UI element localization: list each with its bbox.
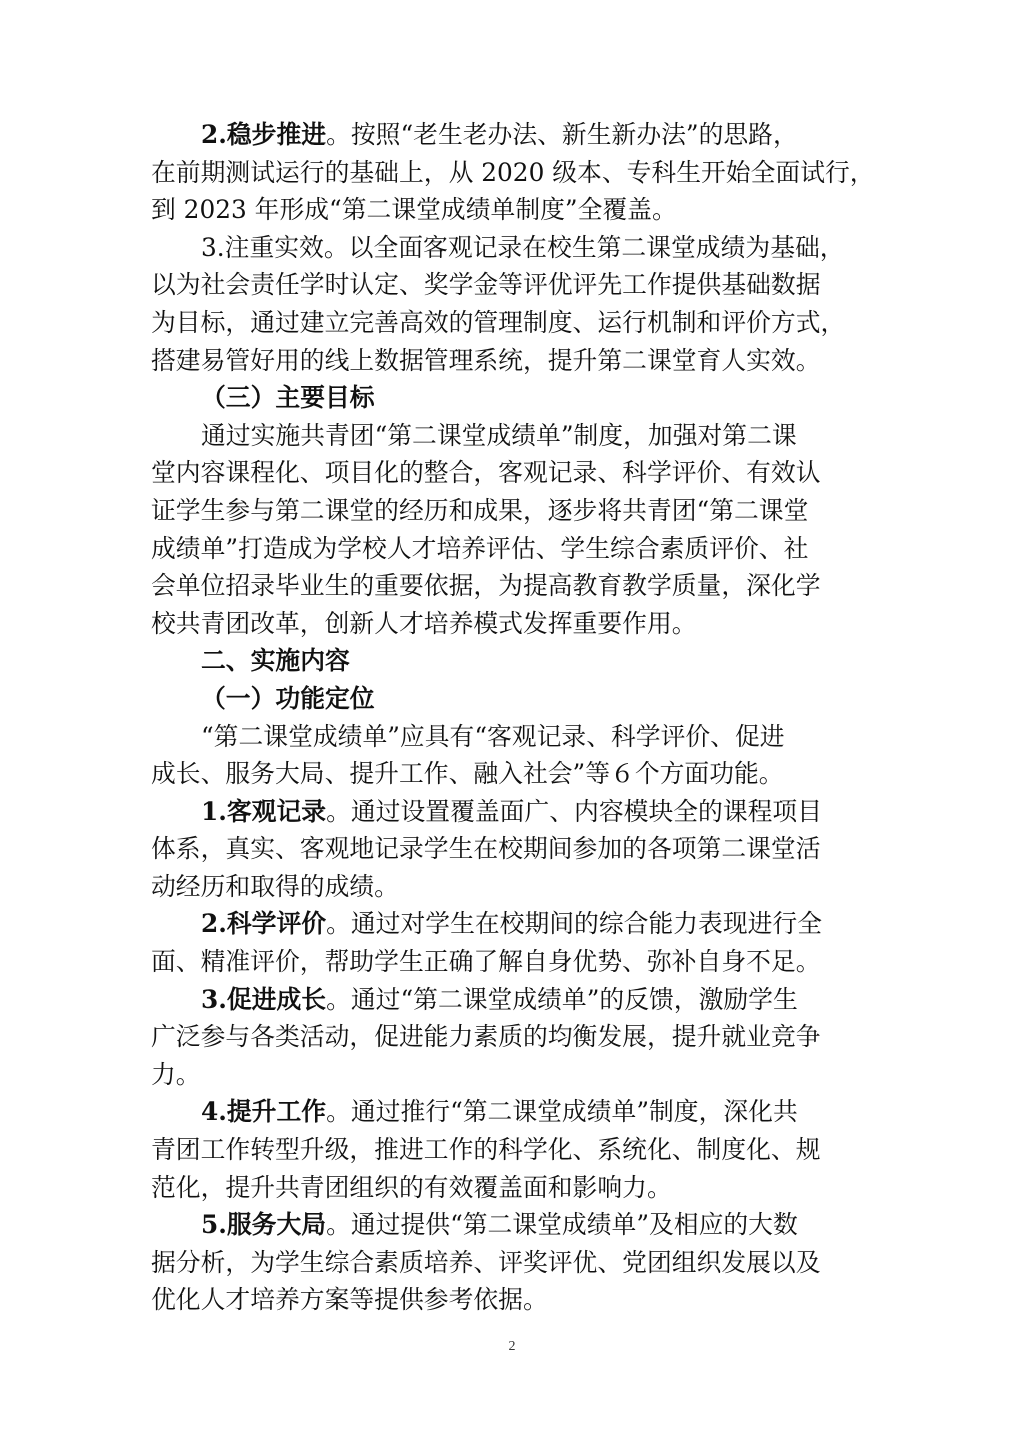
text-line xyxy=(151,1206,891,1244)
text-line: 搭建易管好用的线上数据管理系统，提升第二课堂育人实效。 xyxy=(151,345,821,375)
item-text: 。通过对学生在校期间的综合能力表现进行全 xyxy=(326,909,823,939)
section-heading-implementation: 二、实施内容 xyxy=(201,646,350,676)
text-line: 证学生参与第二课堂的经历和成果，逐步将共青团“第二课堂 xyxy=(151,495,809,525)
item-text: 。通过推行“第二课堂成绩单”制度，深化共 xyxy=(326,1097,798,1127)
text-line: 成长、服务大局、提升工作、融入社会”等６个方面功能。 xyxy=(151,759,784,789)
section-heading-function: （一）功能定位 xyxy=(201,683,375,713)
text-line: 据分析，为学生综合素质培养、评奖评优、党团组织发展以及 xyxy=(151,1247,821,1277)
text-line: 到 2023 年形成“第二课堂成绩单制度”全覆盖。 xyxy=(151,195,677,225)
item-heading: 3.促进成长 xyxy=(201,984,327,1014)
text-line xyxy=(151,1093,891,1131)
item-text: 。通过设置覆盖面广、内容模块全的课程项目 xyxy=(326,796,823,826)
item-heading: 4.提升工作 xyxy=(201,1097,327,1127)
text-line: 堂内容课程化、项目化的整合，客观记录、科学评价、有效认 xyxy=(151,458,821,488)
text-line: 广泛参与各类活动，促进能力素质的均衡发展，提升就业竞争 xyxy=(151,1022,821,1052)
text-line: 成绩单”打造成为学校人才培养评估、学生综合素质评价、社 xyxy=(151,533,809,563)
paragraph-steady-progress xyxy=(151,116,891,229)
paragraph-function-overview xyxy=(151,718,891,793)
text-line xyxy=(151,793,891,831)
text-line xyxy=(151,116,891,154)
paragraph-scientific-evaluation xyxy=(151,905,891,980)
text-line: 通过实施共青团“第二课堂成绩单”制度，加强对第二课 xyxy=(201,420,797,450)
paragraph-promote-growth xyxy=(151,981,891,1094)
item-text: 。通过提供“第二课堂成绩单”及相应的大数 xyxy=(326,1210,798,1240)
text-line: 优化人才培养方案等提供参考依据。 xyxy=(151,1285,548,1315)
paragraph-main-goals xyxy=(151,417,891,643)
text-line: 3.注重实效。以全面客观记录在校生第二课堂成绩为基础， xyxy=(201,232,845,262)
text-line: 校共青团改革，创新人才培养模式发挥重要作用。 xyxy=(151,608,697,638)
item-heading: 2.稳步推进 xyxy=(201,120,327,149)
paragraph-improve-work xyxy=(151,1093,891,1206)
item-text: 。按照“老生老办法、新生新办法”的思路， xyxy=(326,120,798,149)
section-heading-main-goals: （三）主要目标 xyxy=(201,383,375,413)
document-body xyxy=(151,116,891,1319)
text-line: 会单位招录毕业生的重要依据，为提高教育教学质量，深化学 xyxy=(151,571,821,601)
page-number: 2 xyxy=(508,1339,516,1354)
item-heading: 2.科学评价 xyxy=(201,909,327,939)
text-line: 范化，提升共青团组织的有效覆盖面和影响力。 xyxy=(151,1172,672,1202)
paragraph-objective-record xyxy=(151,793,891,906)
text-line: 力。 xyxy=(151,1059,201,1089)
paragraph-serve-overall xyxy=(151,1206,891,1319)
item-heading: 5.服务大局 xyxy=(201,1210,327,1240)
text-line: 在前期测试运行的基础上，从 2020 级本、专科生开始全面试行， xyxy=(151,157,875,187)
paragraph-focus-effect xyxy=(151,229,891,379)
text-line: 以为社会责任学时认定、奖学金等评优评先工作提供基础数据 xyxy=(151,270,821,300)
text-line xyxy=(151,905,891,943)
text-line: 体系，真实、客观地记录学生在校期间参加的各项第二课堂活 xyxy=(151,834,821,864)
text-line: 面、精准评价，帮助学生正确了解自身优势、弥补自身不足。 xyxy=(151,947,821,977)
item-text: 。通过“第二课堂成绩单”的反馈，激励学生 xyxy=(326,984,798,1014)
item-heading: 1.客观记录 xyxy=(201,796,327,826)
text-line xyxy=(151,981,891,1019)
text-line: 青团工作转型升级，推进工作的科学化、系统化、制度化、规 xyxy=(151,1135,821,1165)
text-line: “第二课堂成绩单”应具有“客观记录、科学评价、促进 xyxy=(201,721,785,751)
text-line: 动经历和取得的成绩。 xyxy=(151,871,399,901)
text-line: 为目标，通过建立完善高效的管理制度、运行机制和评价方式， xyxy=(151,307,846,337)
